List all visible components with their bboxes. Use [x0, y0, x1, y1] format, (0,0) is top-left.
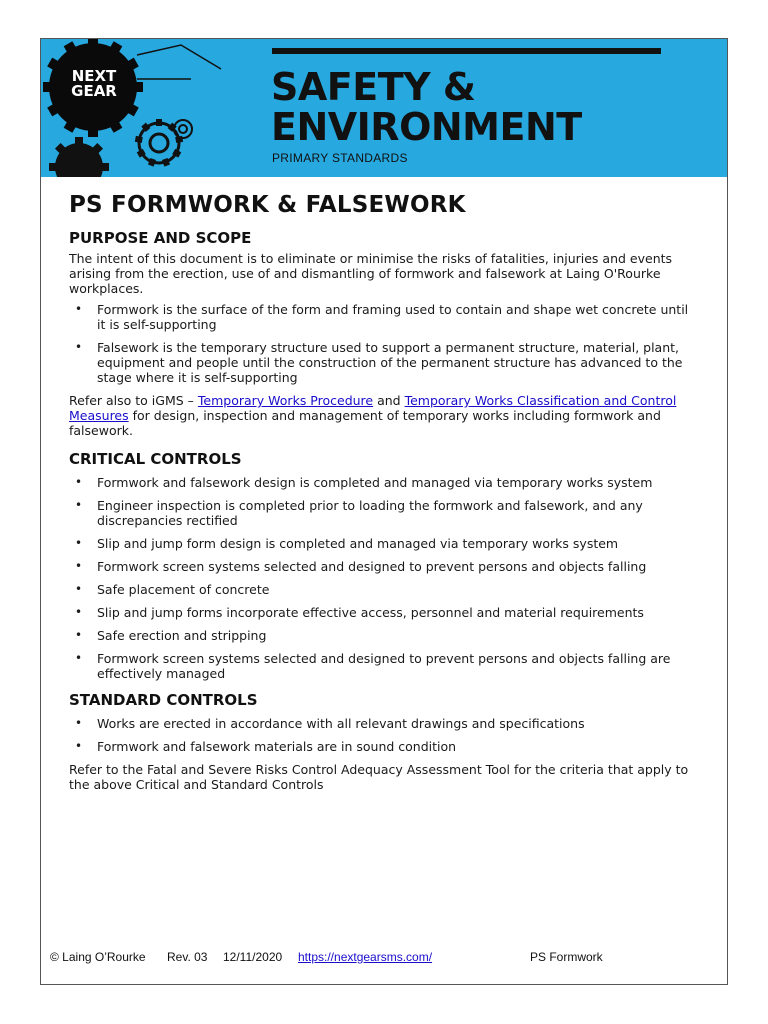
temporary-works-classification-link[interactable]: Temporary Works Classification and Control Measures — [69, 393, 677, 423]
refer-and: and — [373, 393, 405, 408]
list-item: • Falsework is the temporary structure used to support a permanent structure, material, plant, equipment and people until the construction of the permanent structure has advanced to the stage where it is self-supporting — [69, 340, 699, 385]
document-body — [69, 192, 699, 798]
footer-date: 12/11/2020 — [223, 950, 283, 964]
standard-refer: Refer to the Fatal and Severe Risks Control Adequacy Assessment Tool for the criteria that apply to the above Critical and Standard Controls — [69, 762, 689, 792]
footer-website-link[interactable]: https://nextgearsms.com/ — [298, 950, 433, 964]
banner-title-line-2: ENVIRONMENT — [271, 105, 582, 149]
section-heading-critical: CRITICAL CONTROLS — [69, 450, 242, 468]
logo-text — [52, 69, 136, 99]
list-item: • Formwork and falsework design is completed and managed via temporary works system — [69, 475, 699, 490]
logo-line-1: NEXT — [71, 67, 117, 85]
critical-controls-list — [69, 475, 699, 681]
list-item: • Formwork screen systems selected and designed to prevent persons and objects falling are effectively managed — [69, 651, 699, 681]
list-item: • Slip and jump form design is completed and managed via temporary works system — [69, 536, 699, 551]
list-item: • Formwork screen systems selected and designed to prevent persons and objects falling — [69, 559, 699, 574]
list-item: • Formwork is the surface of the form and framing used to contain and shape wet concrete until it is self-supporting — [69, 302, 699, 332]
section-heading-standard: STANDARD CONTROLS — [69, 691, 258, 709]
banner-title — [271, 67, 582, 147]
footer-doc-name: PS Formwork — [530, 950, 603, 964]
list-item: • Works are erected in accordance with all relevant drawings and specifications — [69, 716, 699, 731]
section-heading-purpose: PURPOSE AND SCOPE — [69, 229, 252, 247]
banner-top-bar — [272, 48, 661, 54]
temporary-works-procedure-link[interactable]: Temporary Works Procedure — [197, 393, 374, 408]
logo-line-2: GEAR — [71, 82, 117, 100]
list-item: • Formwork and falsework materials are in sound condition — [69, 739, 699, 754]
footer-copyright: © Laing O’Rourke — [50, 950, 146, 964]
header-banner — [41, 39, 727, 177]
refer-suffix: for design, inspection and management of temporary works including formwork and falsework. — [69, 408, 661, 438]
gear-logo-icon — [41, 39, 241, 177]
list-item: • Safe erection and stripping — [69, 628, 699, 643]
banner-subtitle: PRIMARY STANDARDS — [272, 151, 408, 165]
list-item: • Safe placement of concrete — [69, 582, 699, 597]
list-item: • Engineer inspection is completed prior to loading the formwork and falsework, and any discrepancies rectified — [69, 498, 699, 528]
refer-prefix: Refer also to iGMS – — [69, 393, 198, 408]
banner-title-line-1: SAFETY & — [271, 65, 476, 109]
footer-revision: Rev. 03 — [167, 950, 208, 964]
list-item: • Slip and jump forms incorporate effective access, personnel and material requirements — [69, 605, 699, 620]
standard-controls-list — [69, 716, 699, 754]
purpose-list — [69, 302, 699, 385]
document-title: PS FORMWORK & FALSEWORK — [69, 192, 466, 218]
purpose-intro: The intent of this document is to eliminate or minimise the risks of fatalities, injuries and events arising from the erection, use of and dismantling of formwork and falsework at Laing O'Rourke workplaces. — [69, 251, 673, 296]
purpose-refer — [69, 393, 699, 438]
